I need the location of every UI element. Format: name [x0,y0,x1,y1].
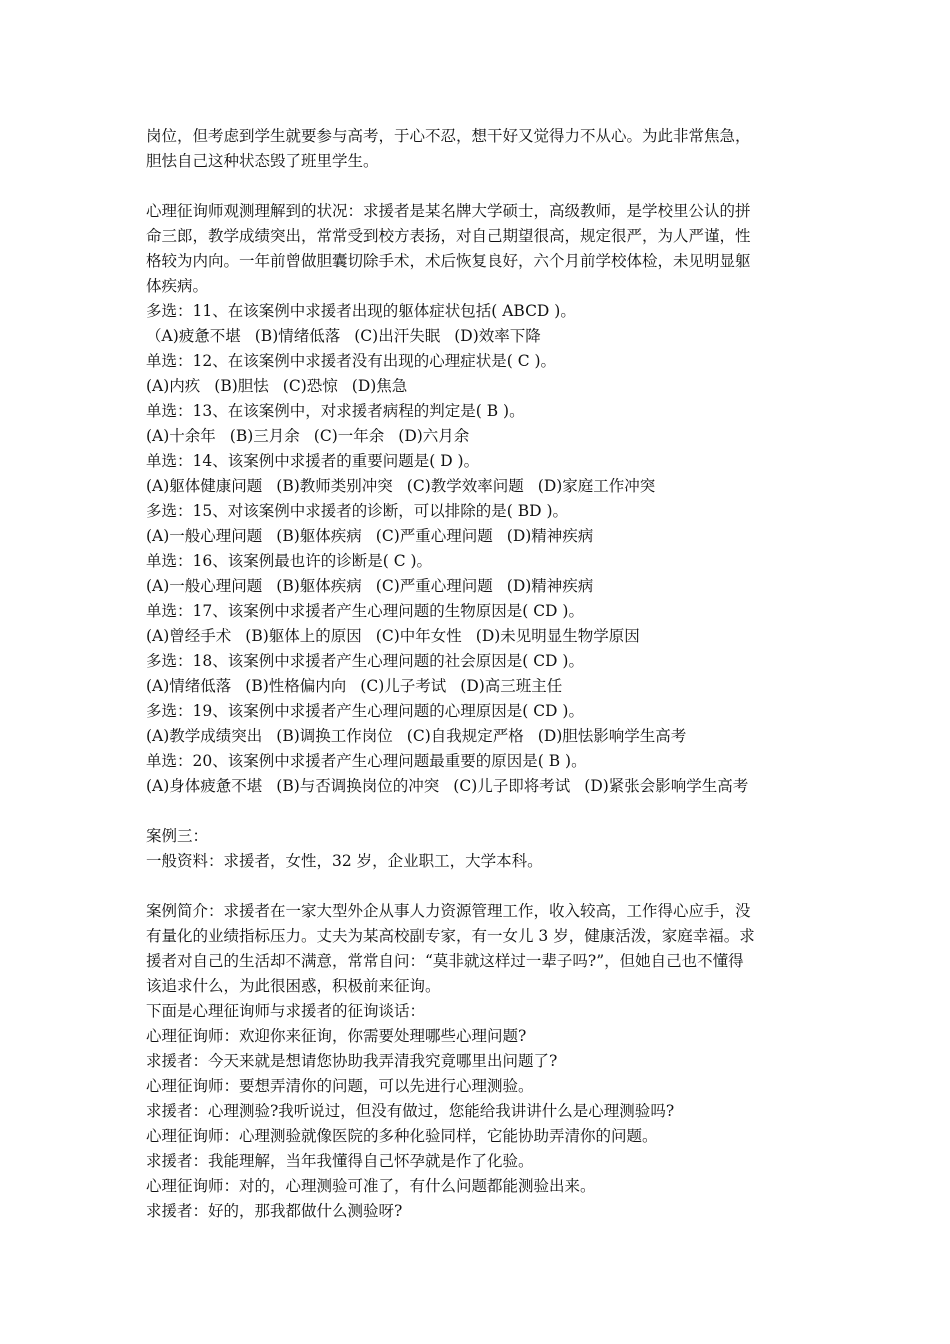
dialogue-line: 求援者：心理测验?我听说过，但没有做过，您能给我讲讲什么是心理测验吗? [146,1102,675,1120]
question-options: (A)十余年 (B)三月余 (C)一年余 (D)六月余 [146,427,470,445]
observation-line: 格较为内向。一年前曾做胆囊切除手术，术后恢复良好，六个月前学校体检，未见明显躯 [146,252,751,270]
dialogue-line: 求援者：我能理解，当年我懂得自己怀孕就是作了化验。 [146,1152,534,1170]
question-list [146,299,810,799]
question-text: 单选：17、该案例中求援者产生心理问题的生物原因是( CD )。 [146,602,584,620]
question-options: (A)曾经手术 (B)躯体上的原因 (C)中年女性 (D)未见明显生物学原因 [146,627,640,645]
dialogue-line: 求援者：好的，那我都做什么测验呀? [146,1202,403,1220]
question-options: （A)疲惫不堪 (B)情绪低落 (C)出汗失眠 (D)效率下降 [146,327,541,345]
case3-summary-line: 援者对自己的生活却不满意，常常自问：“莫非就这样过一辈子吗?”，但她自己也不懂得 [146,952,744,970]
question-text: 多选：11、在该案例中求援者出现的躯体症状包括( ABCD )。 [146,302,576,320]
case3-summary-line: 该追求什么，为此很困惑，积极前来征询。 [146,977,441,995]
question-options: (A)躯体健康问题 (B)教师类别冲突 (C)教学效率问题 (D)家庭工作冲突 [146,477,656,495]
dialogue-line: 求援者：今天来就是想请您协助我弄清我究竟哪里出问题了? [146,1052,558,1070]
dialogue-line: 心理征询师：心理测验就像医院的多种化验同样，它能协助弄清你的问题。 [146,1127,658,1145]
question-text: 单选：14、该案例中求援者的重要问题是( D )。 [146,452,480,470]
question-text: 多选：19、该案例中求援者产生心理问题的心理原因是( CD )。 [146,702,584,720]
observation-line: 心理征询师观测理解到的状况：求援者是某名牌大学硕士，高级教师，是学校里公认的拼 [146,202,751,220]
case3-summary-line: 有量化的业绩指标压力。丈夫为某高校副专家，有一女儿 3 岁，健康活泼，家庭幸福。求 [146,927,755,945]
question-text: 单选：20、该案例中求援者产生心理问题最重要的原因是( B )。 [146,752,587,770]
observation-line: 体疾病。 [146,277,209,295]
dialogue-list [146,1024,810,1224]
question-options: (A)一般心理问题 (B)躯体疾病 (C)严重心理问题 (D)精神疾病 [146,577,594,595]
observation-line: 命三郎，教学成绩突出，常常受到校方表扬，对自己期望很高，规定很严，为人严谨，性 [146,227,751,245]
question-options: (A)情绪低落 (B)性格偏内向 (C)儿子考试 (D)高三班主任 [146,677,563,695]
dialogue-line: 心理征询师：欢迎你来征询，你需要处理哪些心理问题? [146,1027,527,1045]
intro-line: 胆怯自己这种状态毁了班里学生。 [146,152,379,170]
dialogue-line: 心理征询师：对的，心理测验可准了，有什么问题都能测验出来。 [146,1177,596,1195]
question-text: 多选：15、对该案例中求援者的诊断，可以排除的是( BD )。 [146,502,568,520]
question-options: (A)身体疲惫不堪 (B)与否调换岗位的冲突 (C)儿子即将考试 (D)紧张会影响学生高考 [146,777,749,795]
question-text: 单选：12、在该案例中求援者没有出现的心理症状是( C )。 [146,352,557,370]
document-page [146,124,810,1224]
question-options: (A)教学成绩突出 (B)调换工作岗位 (C)自我规定严格 (D)胆怯影响学生高考 [146,727,687,745]
dialogue-line: 心理征询师：要想弄清你的问题，可以先进行心理测验。 [146,1077,534,1095]
case3-title: 案例三： [146,827,209,845]
intro-line: 岗位，但考虑到学生就要参与高考，于心不忍，想干好又觉得力不从心。为此非常焦急， [146,127,751,145]
question-text: 单选：13、在该案例中，对求援者病程的判定是( B )。 [146,402,525,420]
case3-general-info: 一般资料：求援者，女性，32 岁，企业职工，大学本科。 [146,852,543,870]
question-options: (A)内疚 (B)胆怯 (C)恐惊 (D)焦急 [146,377,408,395]
case3-summary-line: 案例简介：求援者在一家大型外企从事人力资源管理工作，收入较高，工作得心应手，没 [146,902,751,920]
question-text: 单选：16、该案例最也许的诊断是( C )。 [146,552,433,570]
dialogue-intro: 下面是心理征询师与求援者的征询谈话： [146,1002,426,1020]
question-text: 多选：18、该案例中求援者产生心理问题的社会原因是( CD )。 [146,652,584,670]
question-options: (A)一般心理问题 (B)躯体疾病 (C)严重心理问题 (D)精神疾病 [146,527,594,545]
